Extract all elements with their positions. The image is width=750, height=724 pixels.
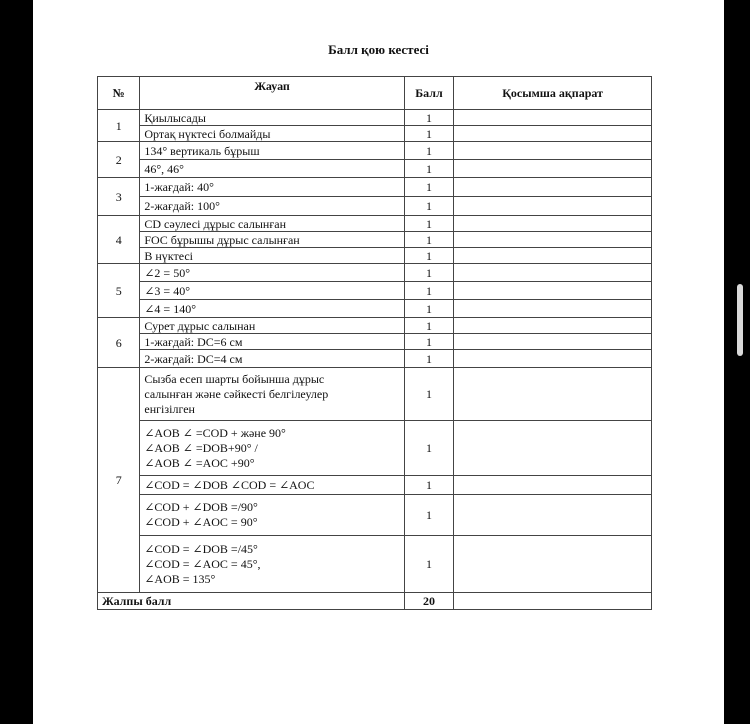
total-label: Жалпы балл — [98, 593, 405, 610]
answer-cell: Ортақ нүктесі болмайды — [140, 126, 404, 142]
answer-line: ∠AOB ∠ =COD + және 90° — [144, 425, 286, 440]
score-cell: 1 — [404, 232, 453, 248]
answer-cell: FOC бұрышы дұрыс салынған — [140, 232, 404, 248]
info-cell — [454, 264, 652, 282]
table-row — [98, 216, 652, 232]
score-cell: 1 — [404, 110, 453, 126]
info-cell — [454, 248, 652, 264]
answer-line: Сызба есеп шарты бойынша дұрыс — [144, 371, 325, 386]
score-cell: 1 — [404, 536, 453, 593]
answer-cell — [140, 536, 404, 593]
answer-line: ∠AOB ∠ =DOB+90° / — [144, 440, 258, 455]
answer-cell: B нүктесі — [140, 248, 404, 264]
answer-cell: 2-жағдай: 100° — [140, 197, 404, 216]
table-row — [98, 110, 652, 126]
info-cell — [454, 142, 652, 160]
answer-cell — [140, 368, 404, 421]
score-cell: 1 — [404, 495, 453, 536]
info-cell — [454, 334, 652, 350]
row-number: 5 — [98, 264, 140, 318]
answer-line: ∠COD = ∠DOB =/45° — [144, 541, 258, 556]
info-cell — [454, 421, 652, 476]
answer-line: енгізілген — [144, 401, 195, 416]
score-cell: 1 — [404, 248, 453, 264]
score-cell: 1 — [404, 197, 453, 216]
table-row — [98, 350, 652, 368]
answer-cell: ∠4 = 140° — [140, 300, 404, 318]
score-cell: 1 — [404, 178, 453, 197]
table-row — [98, 197, 652, 216]
table-row — [98, 232, 652, 248]
scrollbar-thumb[interactable] — [737, 284, 743, 356]
total-info — [454, 593, 652, 610]
table-row — [98, 142, 652, 160]
info-cell — [454, 232, 652, 248]
info-cell — [454, 178, 652, 197]
answer-line: салынған және сәйкесті белгілеулер — [144, 386, 329, 401]
answer-cell — [140, 495, 404, 536]
table-row — [98, 536, 652, 593]
table-row — [98, 300, 652, 318]
table-row — [98, 421, 652, 476]
answer-cell: CD сәулесі дұрыс салынған — [140, 216, 404, 232]
total-score: 20 — [404, 593, 453, 610]
total-row — [98, 593, 652, 610]
row-number: 1 — [98, 110, 140, 142]
info-cell — [454, 536, 652, 593]
table-row — [98, 334, 652, 350]
answer-cell: 2-жағдай: DC=4 см — [140, 350, 404, 368]
score-cell: 1 — [404, 142, 453, 160]
score-cell: 1 — [404, 334, 453, 350]
document-page — [33, 0, 724, 724]
answer-cell: Қиылысады — [140, 110, 404, 126]
table-row — [98, 178, 652, 197]
score-cell: 1 — [404, 264, 453, 282]
table-row — [98, 248, 652, 264]
row-number: 3 — [98, 178, 140, 216]
table-row — [98, 126, 652, 142]
score-cell: 1 — [404, 216, 453, 232]
answer-cell: ∠COD = ∠DOB ∠COD = ∠AOC — [140, 476, 404, 495]
info-cell — [454, 476, 652, 495]
answer-line: ∠AOB ∠ =AOC +90° — [144, 455, 255, 470]
row-number: 6 — [98, 318, 140, 368]
table-row — [98, 495, 652, 536]
info-cell — [454, 495, 652, 536]
info-cell — [454, 368, 652, 421]
table-header-row — [98, 77, 652, 110]
info-cell — [454, 216, 652, 232]
answer-line: ∠COD + ∠AOC = 90° — [144, 515, 258, 529]
scoring-table — [97, 76, 652, 610]
answer-line: ∠AOB = 135° — [144, 571, 216, 586]
answer-cell: ∠3 = 40° — [140, 282, 404, 300]
info-cell — [454, 197, 652, 216]
answer-cell — [140, 421, 404, 476]
score-cell: 1 — [404, 350, 453, 368]
info-cell — [454, 110, 652, 126]
row-number: 2 — [98, 142, 140, 178]
table-row — [98, 264, 652, 282]
table-row — [98, 368, 652, 421]
answer-cell: 134° вертикаль бұрыш — [140, 142, 404, 160]
info-cell — [454, 350, 652, 368]
row-number: 7 — [98, 368, 140, 593]
score-cell: 1 — [404, 368, 453, 421]
score-cell: 1 — [404, 160, 453, 178]
score-cell: 1 — [404, 282, 453, 300]
answer-line: ∠COD + ∠DOB =/90° — [144, 500, 258, 514]
page-title: Балл қою кестесі — [328, 42, 429, 57]
row-number: 4 — [98, 216, 140, 264]
answer-cell: 1-жағдай: 40° — [140, 178, 404, 197]
header-answer: Жауап — [140, 77, 404, 110]
info-cell — [454, 126, 652, 142]
header-num: № — [98, 77, 140, 110]
score-cell: 1 — [404, 421, 453, 476]
info-cell — [454, 160, 652, 178]
header-info: Қосымша ақпарат — [454, 77, 652, 110]
info-cell — [454, 300, 652, 318]
table-row — [98, 160, 652, 178]
score-cell: 1 — [404, 318, 453, 334]
score-cell: 1 — [404, 126, 453, 142]
answer-cell: Сурет дұрыс салынан — [140, 318, 404, 334]
info-cell — [454, 318, 652, 334]
answer-line: ∠COD = ∠AOC = 45°, — [144, 556, 261, 571]
info-cell — [454, 282, 652, 300]
header-score: Балл — [404, 77, 453, 110]
table-row — [98, 476, 652, 495]
score-cell: 1 — [404, 476, 453, 495]
answer-cell: 1-жағдай: DC=6 см — [140, 334, 404, 350]
answer-cell: ∠2 = 50° — [140, 264, 404, 282]
table-row — [98, 318, 652, 334]
table-row — [98, 282, 652, 300]
score-cell: 1 — [404, 300, 453, 318]
answer-cell: 46°, 46° — [140, 160, 404, 178]
